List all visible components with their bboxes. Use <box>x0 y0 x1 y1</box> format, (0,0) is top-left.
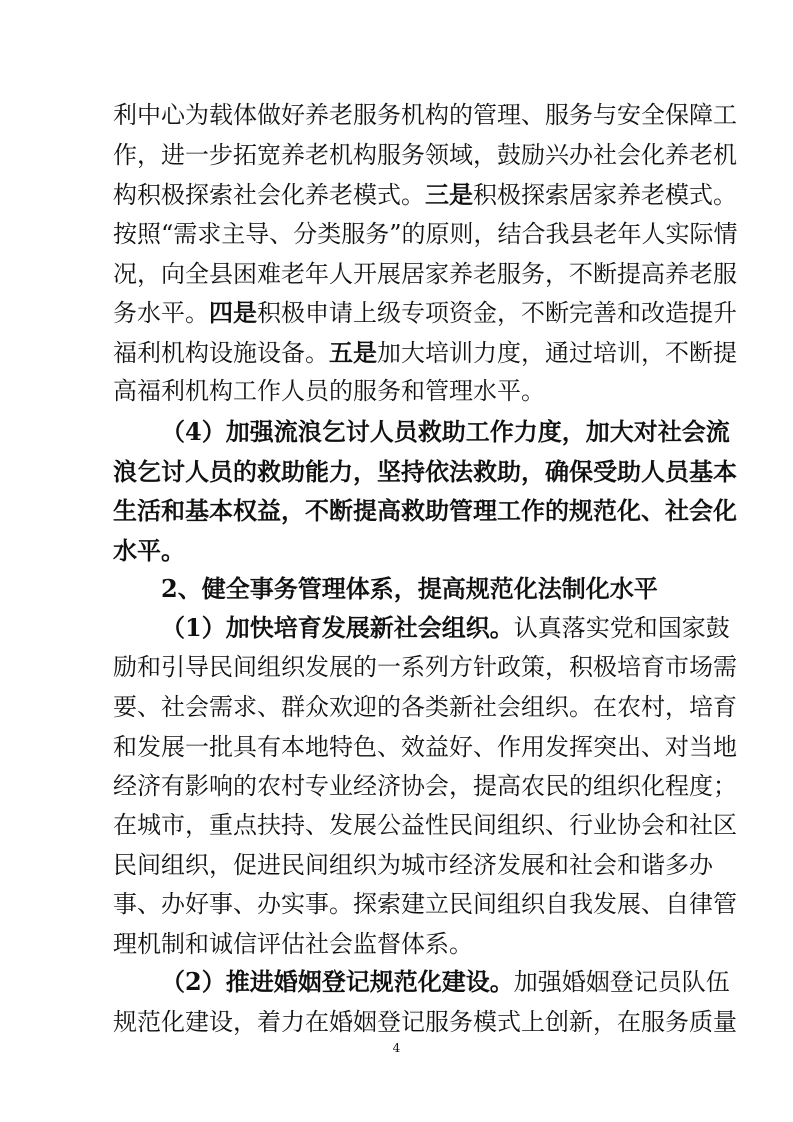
text-line <box>113 531 681 571</box>
bold-text-segment: （4）加强流浪乞讨人员救助工作力度，加大对社会流 <box>161 417 730 446</box>
text-line <box>161 569 681 609</box>
text-line <box>113 452 737 492</box>
text-line <box>113 491 737 531</box>
text-segment: 和发展一批具有本地特色、效益好、作用发挥突出、对当地 <box>113 733 737 761</box>
text-line <box>113 727 737 767</box>
text-segment: 规范化建设，着力在婚姻登记服务模式上创新，在服务质量 <box>113 1008 737 1036</box>
text-segment: 作，进一步拓宽养老机构服务领域，鼓励兴办社会化养老机 <box>113 141 737 169</box>
page-number: 4 <box>392 1041 401 1055</box>
text-line <box>113 333 737 373</box>
text-segment: 务水平。 <box>113 299 209 327</box>
text-segment: 积极申请上级专项资金，不断完善和改造提升 <box>257 299 737 327</box>
text-segment: 在城市，重点扶持、发展公益性民间组织、行业协会和社区 <box>113 811 737 839</box>
text-segment: 民间组织，促进民间组织为城市经济发展和社会和谐多办 <box>113 851 713 879</box>
text-segment: 理机制和诚信评估社会监督体系。 <box>113 930 473 958</box>
text-line <box>113 924 681 964</box>
text-segment: 加大培训力度，通过培训，不断提 <box>377 339 737 367</box>
bold-text-segment: （2）推进婚姻登记规范化建设。 <box>161 967 514 996</box>
bold-text-segment: 2、健全事务管理体系，提高规范化法制化水平 <box>161 574 658 603</box>
text-segment: 认真落实党和国家鼓 <box>513 614 730 642</box>
text-segment: 按照“需求主导、分类服务”的原则，结合我县老年人实际情 <box>113 220 738 248</box>
bold-text-segment: （1）加快培育发展新社会组织。 <box>161 613 514 642</box>
text-line <box>113 845 713 885</box>
text-segment: 要、社会需求、群众欢迎的各类新社会组织。在农村，培育 <box>113 693 737 721</box>
text-segment: 构积极探索社会化养老模式。 <box>113 181 425 209</box>
text-line <box>113 805 737 845</box>
bold-text-segment: 四是 <box>209 298 257 327</box>
text-segment: 福利机构设施设备。 <box>113 339 329 367</box>
bold-text-segment: 水平。 <box>113 536 185 565</box>
bold-text-segment: 生活和基本权益，不断提高救助管理工作的规范化、社会化 <box>113 496 737 525</box>
text-line <box>113 1002 737 1042</box>
text-line <box>113 95 737 135</box>
text-segment: 利中心为载体做好养老服务机构的管理、服务与安全保障工 <box>113 101 737 129</box>
text-line <box>113 254 737 294</box>
text-line <box>113 687 737 727</box>
text-line <box>161 962 730 1002</box>
text-line <box>113 175 737 215</box>
text-line <box>113 766 737 806</box>
text-line <box>161 412 730 452</box>
text-segment: 高福利机构工作人员的服务和管理水平。 <box>113 377 545 405</box>
bold-text-segment: 五是 <box>329 338 377 367</box>
text-line <box>113 293 737 333</box>
text-segment: 加强婚姻登记员队伍 <box>513 968 730 996</box>
bold-text-segment: 浪乞讨人员的救助能力，坚持依法救助，确保受助人员基本 <box>113 457 737 486</box>
text-line <box>113 214 738 254</box>
text-segment: 况，向全县困难老年人开展居家养老服务，不断提高养老服 <box>113 260 737 288</box>
text-segment: 励和引导民间组织发展的一系列方针政策，积极培育市场需 <box>113 653 737 681</box>
text-segment: 经济有影响的农村专业经济协会，提高农民的组织化程度； <box>113 772 737 800</box>
text-line <box>161 608 730 648</box>
text-line <box>113 647 737 687</box>
text-line <box>113 135 737 175</box>
text-line <box>113 371 681 411</box>
text-line <box>113 884 737 924</box>
bold-text-segment: 三是 <box>425 180 473 209</box>
text-segment: 积极探索居家养老模式。 <box>473 181 737 209</box>
text-segment: 事、办好事、办实事。探索建立民间组织自我发展、自律管 <box>113 890 737 918</box>
